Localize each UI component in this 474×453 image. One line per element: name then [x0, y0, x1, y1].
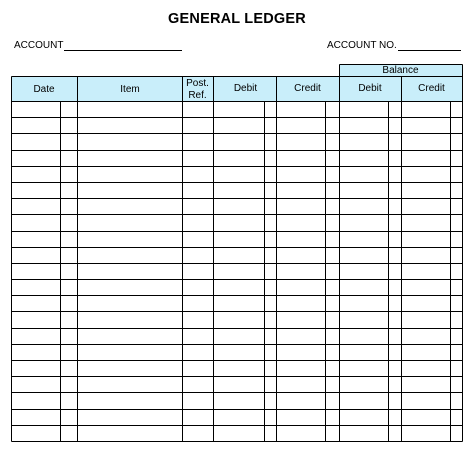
balance-credit-header: Credit: [418, 83, 445, 94]
item-header: Item: [120, 84, 140, 95]
post-ref-header-line1: Post.: [186, 78, 209, 89]
balance-header: Balance: [382, 65, 419, 76]
ledger-grid: [12, 65, 463, 442]
post-ref-header-line2: Ref.: [188, 90, 207, 101]
page-title: GENERAL LEDGER: [168, 11, 306, 27]
debit-header: Debit: [233, 83, 258, 94]
date-header: Date: [33, 84, 55, 95]
account-label: ACCOUNT: [14, 40, 64, 51]
balance-debit-header: Debit: [358, 83, 382, 94]
credit-header: Credit: [294, 83, 321, 94]
account-number-label: ACCOUNT NO.: [327, 40, 397, 51]
